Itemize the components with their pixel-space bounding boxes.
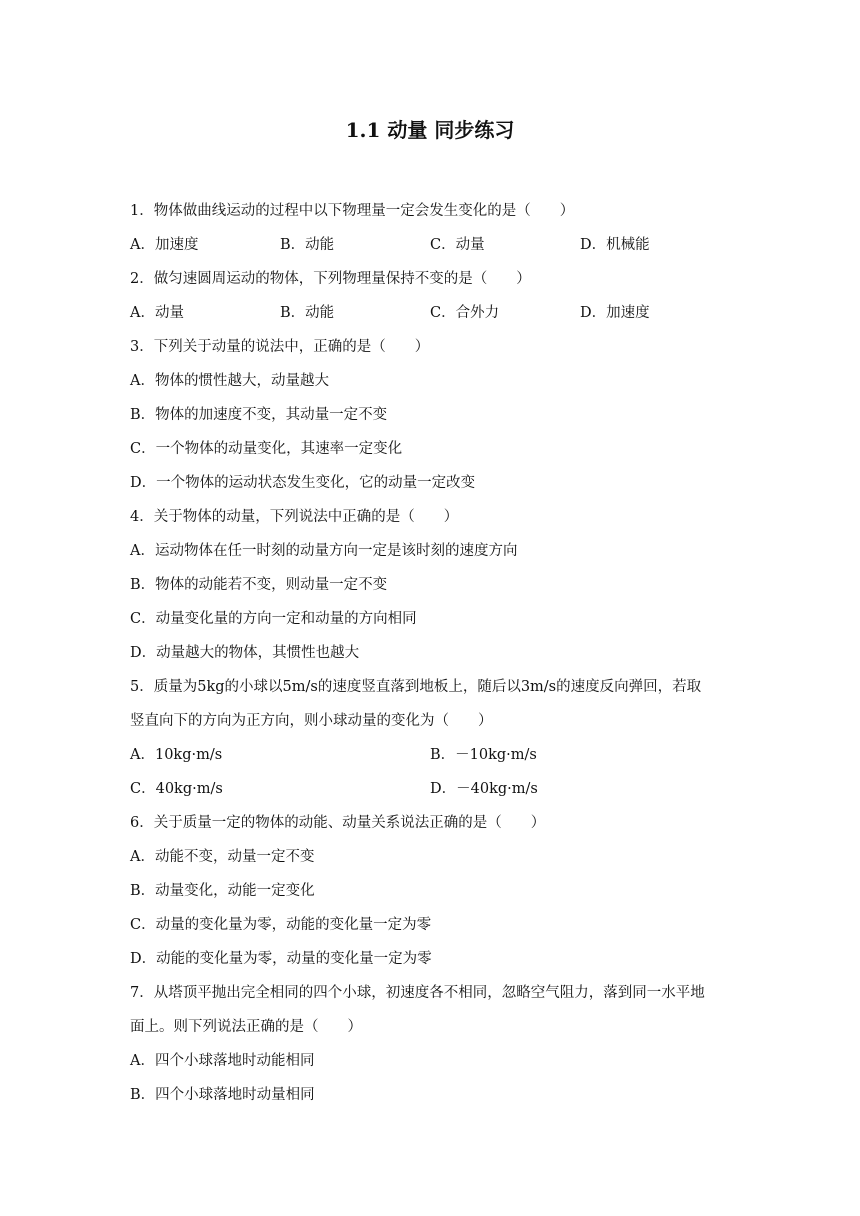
question-2-options xyxy=(130,296,740,330)
question-7-stem-line-2: 面上。则下列说法正确的是（ ） xyxy=(130,1019,362,1035)
option-a: A．运动物体在任一时刻的动量方向一定是该时刻的速度方向 xyxy=(130,543,518,559)
option-a: A．10kg·m/s xyxy=(130,747,223,763)
option-b: B．动能 xyxy=(280,237,335,253)
option-a: A．动能不变，动量一定不变 xyxy=(130,849,315,865)
question-5-options-row-2 xyxy=(130,772,740,806)
option-c: C．一个物体的动量变化，其速率一定变化 xyxy=(130,441,403,457)
option-d: D．机械能 xyxy=(580,237,650,253)
option-b: B．物体的动能若不变，则动量一定不变 xyxy=(130,577,388,593)
question-5-stem-line-2: 竖直向下的方向为正方向，则小球动量的变化为（ ） xyxy=(130,713,493,729)
option-c: C．动量变化量的方向一定和动量的方向相同 xyxy=(130,611,417,627)
option-c: C．40kg·m/s xyxy=(130,781,223,797)
option-d: D．动量越大的物体，其惯性也越大 xyxy=(130,645,360,661)
option-d: D．－40kg·m/s xyxy=(430,781,538,797)
question-1-stem: 1．物体做曲线运动的过程中以下物理量一定会发生变化的是（ ） xyxy=(130,203,575,219)
question-list xyxy=(130,194,740,1112)
question-1-options xyxy=(130,228,740,262)
option-b: B．－10kg·m/s xyxy=(430,747,537,763)
option-a: A．加速度 xyxy=(130,237,199,253)
option-a: A．动量 xyxy=(130,305,184,321)
option-b: B．动量变化，动能一定变化 xyxy=(130,883,315,899)
option-c: C．合外力 xyxy=(430,305,500,321)
option-d: D．加速度 xyxy=(580,305,650,321)
question-7-stem-line-1: 7．从塔顶平抛出完全相同的四个小球，初速度各不相同，忽略空气阻力，落到同一水平地 xyxy=(130,985,705,1001)
question-5-stem-line-1: 5．质量为5kg的小球以5m/s的速度竖直落到地板上，随后以3m/s的速度反向弹回，若取 xyxy=(130,679,702,695)
option-d: D．一个物体的运动状态发生变化，它的动量一定改变 xyxy=(130,475,476,491)
option-b: B．动能 xyxy=(280,305,335,321)
question-5-options-row-1 xyxy=(130,738,740,772)
option-b: B．四个小球落地时动量相同 xyxy=(130,1087,315,1103)
question-6-stem: 6．关于质量一定的物体的动能、动量关系说法正确的是（ ） xyxy=(130,815,546,831)
page-title: 1.1 动量 同步练习 xyxy=(345,118,515,142)
option-c: C．动量的变化量为零，动能的变化量一定为零 xyxy=(130,917,432,933)
question-2-stem: 2．做匀速圆周运动的物体，下列物理量保持不变的是（ ） xyxy=(130,271,531,287)
option-a: A．物体的惯性越大，动量越大 xyxy=(130,373,329,389)
question-3-stem: 3．下列关于动量的说法中，正确的是（ ） xyxy=(130,339,430,355)
question-4-stem: 4．关于物体的动量，下列说法中正确的是（ ） xyxy=(130,509,459,525)
option-a: A．四个小球落地时动能相同 xyxy=(130,1053,315,1069)
option-d: D．动能的变化量为零，动量的变化量一定为零 xyxy=(130,951,432,967)
option-c: C．动量 xyxy=(430,237,485,253)
option-b: B．物体的加速度不变，其动量一定不变 xyxy=(130,407,388,423)
